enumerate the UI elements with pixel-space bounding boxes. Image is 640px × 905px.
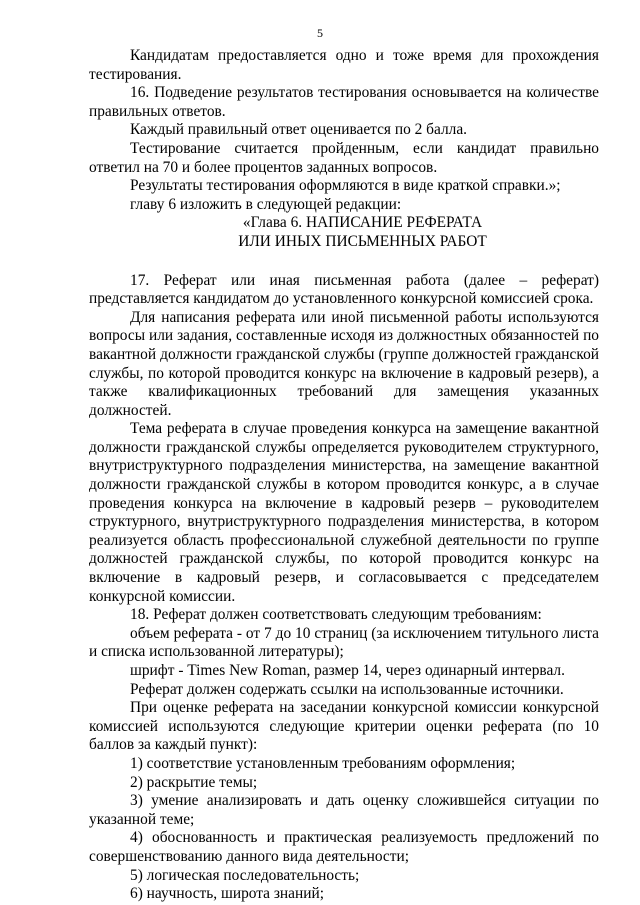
list-item: 6) научность, широта знаний; — [130, 885, 324, 903]
list-item: 2) раскрытие темы; — [130, 773, 258, 791]
chapter-heading-line-2: ИЛИ ИНЫХ ПИСЬМЕННЫХ РАБОТ — [238, 232, 487, 250]
spacer — [89, 252, 599, 272]
paragraph: Тема реферата в случае проведения конкурса на замещение вакантной должности гражданской службы определяется руководителем структурного, внутриструктурного подразделения министерства, на замещение вакантной должности гражданской службы в котором проводится конкурс, а в случае проведения конкурса на включение в кадровый резерв – руководителем структурного, внутриструктурного подразделения министерства, в котором реализуется область профессиональной служебной деятельности по группе должностей гражданской службы, по которой проводится конкурс на включение в кадровый резерв, и согласовывается с председателем конкурсной комиссии. — [89, 420, 599, 605]
paragraph: главу 6 изложить в следующей редакции: — [130, 195, 402, 213]
document-body — [89, 47, 599, 904]
list-item: 3) умение анализировать и дать оценку сложившейся ситуации по указанной теме; — [89, 792, 599, 828]
chapter-heading-line-1: «Глава 6. НАПИСАНИЕ РЕФЕРАТА — [242, 214, 483, 232]
paragraph: Результаты тестирования оформляются в виде краткой справки.»; — [130, 177, 561, 195]
list-item: 1) соответствие установленным требованиям оформления; — [130, 754, 516, 772]
paragraph: 18. Реферат должен соответствовать следующим требованиям: — [130, 606, 542, 624]
paragraph: Каждый правильный ответ оценивается по 2 балла. — [130, 121, 468, 139]
paragraph: Для написания реферата или иной письменной работы используются вопросы или задания, составленные исходя из должностных обязанностей по вакантной должности гражданской службы (группе должностей гражданской службы, по которой проводится конкурс на включение в кадровый резерв), а также квалификационных требований для замещения указанных должностей. — [89, 308, 599, 419]
paragraph: При оценке реферата на заседании конкурсной комиссии конкурсной комиссией используются следующие критерии оценки реферата (по 10 баллов за каждый пункт): — [89, 699, 599, 754]
paragraph: 17. Реферат или иная письменная работа (далее – реферат) представляется кандидатом до установленного конкурсной комиссией срока. — [89, 271, 599, 308]
paragraph: Реферат должен содержать ссылки на использованные источники. — [130, 680, 564, 698]
paragraph: шрифт - Times New Roman, размер 14, через одинарный интервал. — [130, 662, 565, 679]
paragraph: объем реферата - от 7 до 10 страниц (за исключением титульного листа и списка использованной литературы); — [89, 624, 599, 661]
paragraph: Кандидатам предоставляется одно и тоже время для прохождения тестирования. — [89, 47, 599, 83]
paragraph: Тестирование считается пройденным, если кандидат правильно ответил на 70 и более процентов заданных вопросов. — [89, 139, 599, 176]
list-item: 5) логическая последовательность; — [130, 866, 360, 884]
page-number: 5 — [317, 26, 323, 40]
paragraph: 16. Подведение результатов тестирования основывается на количестве правильных ответов. — [89, 84, 599, 120]
list-item: 4) обоснованность и практическая реализуемость предложений по совершенствованию данного вида деятельности; — [89, 829, 599, 865]
